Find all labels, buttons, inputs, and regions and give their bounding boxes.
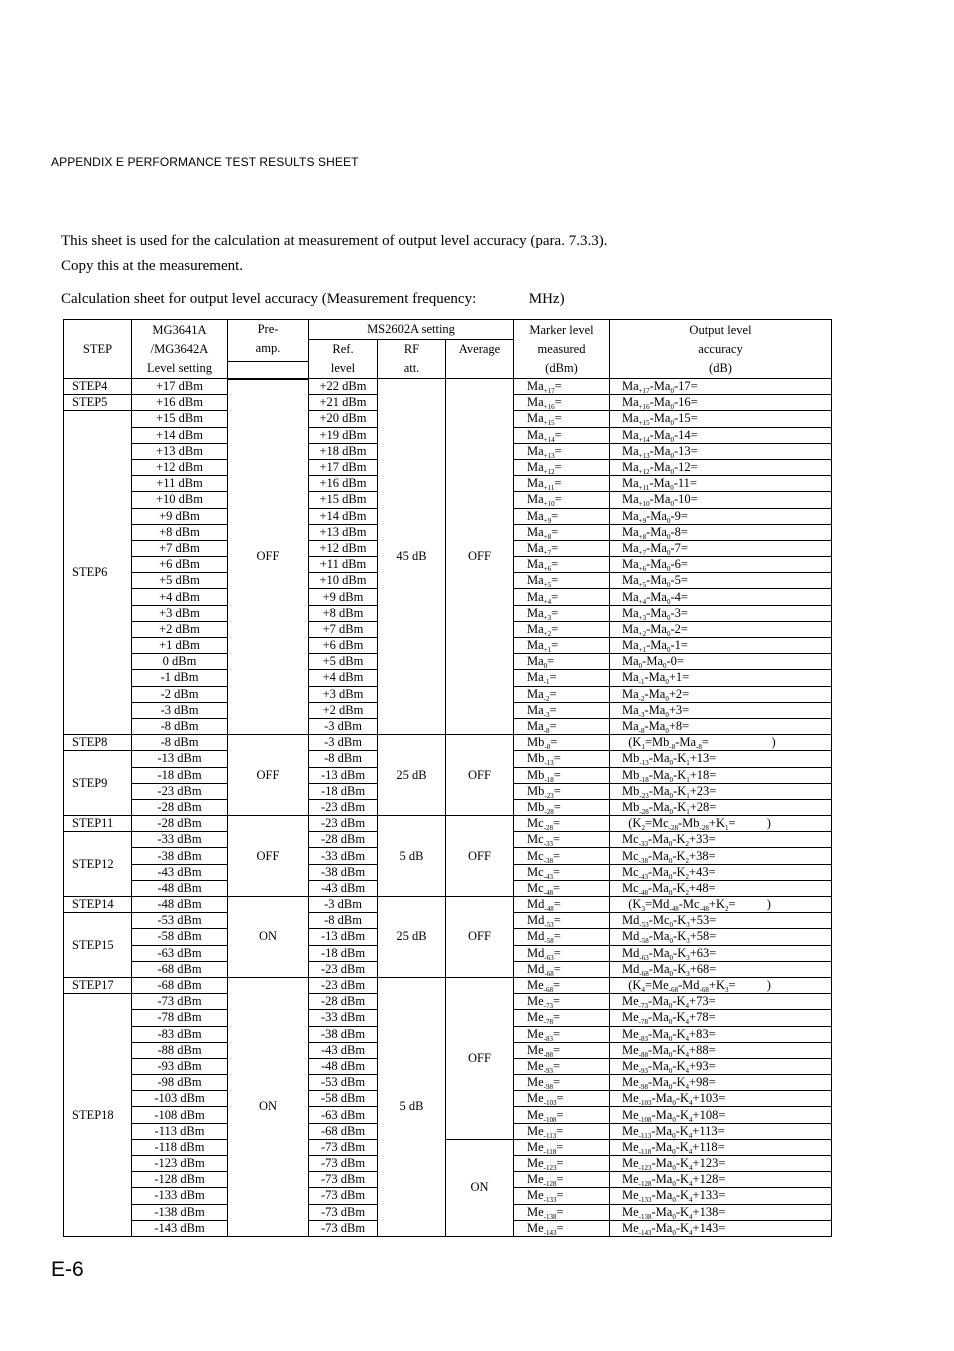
- ref-level-cell: -28 dBm: [309, 994, 378, 1010]
- level-setting-cell: -138 dBm: [132, 1204, 228, 1220]
- marker-level-cell: $Md_{-48}=$: [514, 897, 610, 913]
- output-accuracy-cell: $Me_{-113}-Ma_0-K_4+113=$: [610, 1123, 832, 1139]
- ref-level-cell: +16 dBm: [309, 476, 378, 492]
- output-accuracy-cell: $Mc_{-43}-Ma_0-K_2+43=$: [610, 864, 832, 880]
- level-setting-cell: -3 dBm: [132, 702, 228, 718]
- marker-level-cell: $Me_{-93}=$: [514, 1058, 610, 1074]
- step-cell: STEP4: [64, 379, 132, 395]
- ref-level-cell: -73 dBm: [309, 1220, 378, 1236]
- ref-level-cell: -63 dBm: [309, 1107, 378, 1123]
- output-accuracy-cell: $Me_{-108}-Ma_0-K_4+108=$: [610, 1107, 832, 1123]
- ref-level-cell: +20 dBm: [309, 411, 378, 427]
- rf-att-cell: 45 dB: [378, 379, 446, 735]
- level-setting-cell: +3 dBm: [132, 605, 228, 621]
- ref-level-cell: -68 dBm: [309, 1123, 378, 1139]
- header-level-setting: MG3641A /MG3642A Level setting: [132, 320, 228, 379]
- level-setting-cell: -2 dBm: [132, 686, 228, 702]
- output-accuracy-cell: $Me_{-98}-Ma_0-K_4+98=$: [610, 1075, 832, 1091]
- ref-level-cell: +17 dBm: [309, 459, 378, 475]
- level-setting-cell: -68 dBm: [132, 977, 228, 993]
- output-accuracy-cell: $Ma_{-8}-Ma_0+8=$: [610, 718, 832, 734]
- marker-level-cell: $Me_{-118}=$: [514, 1139, 610, 1155]
- output-accuracy-cell: $Ma_{+13}-Ma_0-13=$: [610, 443, 832, 459]
- marker-level-cell: $Me_{-128}=$: [514, 1172, 610, 1188]
- level-setting-cell: -8 dBm: [132, 718, 228, 734]
- output-accuracy-cell: $Ma_{+16}-Ma_0-16=$: [610, 395, 832, 411]
- ref-level-cell: -13 dBm: [309, 767, 378, 783]
- step-cell: STEP9: [64, 751, 132, 816]
- rf-att-cell: 5 dB: [378, 977, 446, 1236]
- ref-level-cell: -73 dBm: [309, 1172, 378, 1188]
- level-setting-cell: -118 dBm: [132, 1139, 228, 1155]
- level-setting-cell: -53 dBm: [132, 913, 228, 929]
- marker-level-cell: $Ma_{+3}=$: [514, 605, 610, 621]
- output-accuracy-cell: $Md_{-53}-Mc_0-K_3+53=$: [610, 913, 832, 929]
- ref-level-cell: -18 dBm: [309, 783, 378, 799]
- marker-level-cell: $Me_{-83}=$: [514, 1026, 610, 1042]
- output-accuracy-cell: $Me_{-93}-Ma_0-K_4+93=$: [610, 1058, 832, 1074]
- marker-level-cell: $Ma_{-2}=$: [514, 686, 610, 702]
- output-accuracy-cell: $Mb_{-28}-Ma_0-K_1+28=$: [610, 799, 832, 815]
- marker-level-cell: $Mb_{-18}=$: [514, 767, 610, 783]
- level-setting-cell: -78 dBm: [132, 1010, 228, 1026]
- average-cell: OFF: [446, 816, 514, 897]
- marker-level-cell: $Mb_{-28}=$: [514, 799, 610, 815]
- marker-level-cell: $Ma_{+5}=$: [514, 573, 610, 589]
- ref-level-cell: +4 dBm: [309, 670, 378, 686]
- output-accuracy-cell: $Ma_{+3}-Ma_0-3=$: [610, 605, 832, 621]
- step-cell: STEP11: [64, 816, 132, 832]
- ref-level-cell: -33 dBm: [309, 1010, 378, 1026]
- marker-level-cell: $Ma_{+15}=$: [514, 411, 610, 427]
- ref-level-cell: +5 dBm: [309, 654, 378, 670]
- marker-level-cell: $Ma_{-3}=$: [514, 702, 610, 718]
- ref-level-cell: -28 dBm: [309, 832, 378, 848]
- ref-level-cell: +15 dBm: [309, 492, 378, 508]
- ref-level-cell: -23 dBm: [309, 977, 378, 993]
- ref-level-cell: -73 dBm: [309, 1188, 378, 1204]
- output-accuracy-cell: $Md_{-68}-Ma_0-K_3+68=$: [610, 961, 832, 977]
- marker-level-cell: $Me_{-123}=$: [514, 1156, 610, 1172]
- marker-level-cell: $Ma_{+11}=$: [514, 476, 610, 492]
- marker-level-cell: $Mc_{-33}=$: [514, 832, 610, 848]
- step-cell: STEP12: [64, 832, 132, 897]
- output-accuracy-cell: $Ma_{+1}-Ma_0-1=$: [610, 638, 832, 654]
- marker-level-cell: $Mb_{-13}=$: [514, 751, 610, 767]
- output-level-accuracy-table: [63, 319, 832, 1237]
- level-setting-cell: -88 dBm: [132, 1042, 228, 1058]
- marker-level-cell: $Ma_{+12}=$: [514, 459, 610, 475]
- ref-level-cell: +6 dBm: [309, 638, 378, 654]
- level-setting-cell: -73 dBm: [132, 994, 228, 1010]
- page-number: E-6: [51, 1258, 84, 1281]
- level-setting-cell: -38 dBm: [132, 848, 228, 864]
- ref-level-cell: -53 dBm: [309, 1075, 378, 1091]
- ref-level-cell: +18 dBm: [309, 443, 378, 459]
- level-setting-cell: -123 dBm: [132, 1156, 228, 1172]
- level-setting-cell: +7 dBm: [132, 540, 228, 556]
- table-row: [64, 379, 832, 395]
- marker-level-cell: $Me_{-108}=$: [514, 1107, 610, 1123]
- marker-level-cell: $Ma_{+14}=$: [514, 427, 610, 443]
- output-accuracy-cell: $Md_{-58}-Ma_0-K_3+58=$: [610, 929, 832, 945]
- level-setting-cell: -58 dBm: [132, 929, 228, 945]
- average-cell: ON: [446, 1139, 514, 1236]
- table-row: [64, 1139, 832, 1155]
- ref-level-cell: -3 dBm: [309, 735, 378, 751]
- header-output-accuracy: Output level accuracy (dB): [610, 320, 832, 379]
- output-accuracy-cell: $Me_{-123}-Ma_0-K_4+123=$: [610, 1156, 832, 1172]
- ref-level-cell: +12 dBm: [309, 540, 378, 556]
- output-accuracy-cell: $Mc_{-48}-Ma_0-K_2+48=$: [610, 880, 832, 896]
- appendix-header: APPENDIX E PERFORMANCE TEST RESULTS SHEET: [51, 155, 359, 169]
- table-row: [64, 735, 832, 751]
- level-setting-cell: +12 dBm: [132, 459, 228, 475]
- level-setting-cell: +1 dBm: [132, 638, 228, 654]
- ref-level-cell: -73 dBm: [309, 1204, 378, 1220]
- marker-level-cell: $Mc_{-38}=$: [514, 848, 610, 864]
- average-cell: OFF: [446, 977, 514, 1139]
- output-accuracy-cell: $Ma_{+8}-Ma_0-8=$: [610, 524, 832, 540]
- step-cell: STEP15: [64, 913, 132, 978]
- level-setting-cell: +17 dBm: [132, 379, 228, 395]
- marker-level-cell: $Ma_{+17}=$: [514, 379, 610, 395]
- marker-level-cell: $Me_{-68}=$: [514, 977, 610, 993]
- header-preamp: Pre- amp.: [228, 320, 309, 362]
- output-accuracy-cell: $Ma_{+9}-Ma_0-9=$: [610, 508, 832, 524]
- ref-level-cell: -23 dBm: [309, 799, 378, 815]
- level-setting-cell: -18 dBm: [132, 767, 228, 783]
- level-setting-cell: +15 dBm: [132, 411, 228, 427]
- rf-att-cell: 25 dB: [378, 735, 446, 816]
- output-accuracy-cell: ($K_3=Md_{-48}-Mc_{-48}+K_2=$ ): [610, 897, 832, 913]
- output-accuracy-cell: $Ma_{-2}-Ma_0+2=$: [610, 686, 832, 702]
- header-rf-att: RF att.: [378, 340, 446, 379]
- ref-level-cell: +13 dBm: [309, 524, 378, 540]
- marker-level-cell: $Me_{-98}=$: [514, 1075, 610, 1091]
- marker-level-cell: $Ma_{-1}=$: [514, 670, 610, 686]
- rf-att-cell: 25 dB: [378, 897, 446, 978]
- ref-level-cell: -18 dBm: [309, 945, 378, 961]
- level-setting-cell: -108 dBm: [132, 1107, 228, 1123]
- preamp-cell: ON: [228, 897, 309, 978]
- level-setting-cell: -93 dBm: [132, 1058, 228, 1074]
- level-setting-cell: -83 dBm: [132, 1026, 228, 1042]
- output-accuracy-cell: $Ma_{+2}-Ma_0-2=$: [610, 621, 832, 637]
- output-accuracy-cell: $Ma_{+6}-Ma_0-6=$: [610, 557, 832, 573]
- output-accuracy-cell: ($K_4=Me_{-68}-Md_{-68}+K_3=$ ): [610, 977, 832, 993]
- level-setting-cell: -133 dBm: [132, 1188, 228, 1204]
- output-accuracy-cell: $Ma_{+15}-Ma_0-15=$: [610, 411, 832, 427]
- output-accuracy-cell: $Ma_{+10}-Ma_0-10=$: [610, 492, 832, 508]
- ref-level-cell: -3 dBm: [309, 897, 378, 913]
- level-setting-cell: +9 dBm: [132, 508, 228, 524]
- preamp-cell: OFF: [228, 379, 309, 735]
- level-setting-cell: -8 dBm: [132, 735, 228, 751]
- table-body: [64, 379, 832, 1237]
- marker-level-cell: $Ma_{+16}=$: [514, 395, 610, 411]
- marker-level-cell: $Me_{-73}=$: [514, 994, 610, 1010]
- marker-level-cell: $Ma_{+4}=$: [514, 589, 610, 605]
- level-setting-cell: -48 dBm: [132, 880, 228, 896]
- marker-level-cell: $Mc_{-43}=$: [514, 864, 610, 880]
- output-accuracy-cell: $Ma_{+4}-Ma_0-4=$: [610, 589, 832, 605]
- marker-level-cell: $Ma_0=$: [514, 654, 610, 670]
- ref-level-cell: +3 dBm: [309, 686, 378, 702]
- ref-level-cell: -3 dBm: [309, 718, 378, 734]
- header-ref-level: Ref. level: [309, 340, 378, 379]
- header-preamp-spacer: [228, 362, 309, 379]
- output-accuracy-cell: $Me_{-143}-Ma_0-K_4+143=$: [610, 1220, 832, 1236]
- level-setting-cell: -13 dBm: [132, 751, 228, 767]
- ref-level-cell: +7 dBm: [309, 621, 378, 637]
- output-accuracy-cell: $Mb_{-18}-Ma_0-K_1+18=$: [610, 767, 832, 783]
- ref-level-cell: -48 dBm: [309, 1058, 378, 1074]
- header-step: STEP: [64, 320, 132, 379]
- output-accuracy-cell: $Ma_{+17}-Ma_0-17=$: [610, 379, 832, 395]
- marker-level-cell: $Md_{-53}=$: [514, 913, 610, 929]
- level-setting-cell: -113 dBm: [132, 1123, 228, 1139]
- output-accuracy-cell: $Ma_{+5}-Ma_0-5=$: [610, 573, 832, 589]
- output-accuracy-cell: $Ma_{+7}-Ma_0-7=$: [610, 540, 832, 556]
- marker-level-cell: $Me_{-78}=$: [514, 1010, 610, 1026]
- ref-level-cell: -38 dBm: [309, 864, 378, 880]
- output-accuracy-cell: $Md_{-63}-Ma_0-K_3+63=$: [610, 945, 832, 961]
- preamp-cell: OFF: [228, 816, 309, 897]
- output-accuracy-cell: $Me_{-128}-Ma_0-K_4+128=$: [610, 1172, 832, 1188]
- average-cell: OFF: [446, 379, 514, 735]
- ref-level-cell: +19 dBm: [309, 427, 378, 443]
- marker-level-cell: $Ma_{+9}=$: [514, 508, 610, 524]
- preamp-cell: ON: [228, 977, 309, 1236]
- ref-level-cell: +10 dBm: [309, 573, 378, 589]
- marker-level-cell: $Ma_{+1}=$: [514, 638, 610, 654]
- output-accuracy-cell: ($K_2=Mc_{-28}-Mb_{-28}+K_1=$ ): [610, 816, 832, 832]
- ref-level-cell: -23 dBm: [309, 961, 378, 977]
- level-setting-cell: -28 dBm: [132, 799, 228, 815]
- level-setting-cell: +6 dBm: [132, 557, 228, 573]
- level-setting-cell: +5 dBm: [132, 573, 228, 589]
- ref-level-cell: -58 dBm: [309, 1091, 378, 1107]
- marker-level-cell: $Mc_{-28}=$: [514, 816, 610, 832]
- ref-level-cell: +21 dBm: [309, 395, 378, 411]
- table-header: [64, 320, 832, 379]
- marker-level-cell: $Ma_{+13}=$: [514, 443, 610, 459]
- output-accuracy-cell: $Mb_{-13}-Ma_0-K_1+13=$: [610, 751, 832, 767]
- table-row: [64, 816, 832, 832]
- ref-level-cell: -38 dBm: [309, 1026, 378, 1042]
- output-accuracy-cell: $Mc_{-33}-Ma_0-K_2+33=$: [610, 832, 832, 848]
- intro-line-2: Copy this at the measurement.: [61, 258, 244, 274]
- ref-level-cell: +8 dBm: [309, 605, 378, 621]
- ref-level-cell: -43 dBm: [309, 880, 378, 896]
- average-cell: OFF: [446, 735, 514, 816]
- output-accuracy-cell: $Me_{-88}-Ma_0-K_4+88=$: [610, 1042, 832, 1058]
- marker-level-cell: $Ma_{+6}=$: [514, 557, 610, 573]
- step-cell: STEP8: [64, 735, 132, 751]
- level-setting-cell: -128 dBm: [132, 1172, 228, 1188]
- level-setting-cell: -28 dBm: [132, 816, 228, 832]
- output-accuracy-cell: $Me_{-103}-Ma_0-K_4+103=$: [610, 1091, 832, 1107]
- level-setting-cell: +11 dBm: [132, 476, 228, 492]
- level-setting-cell: -43 dBm: [132, 864, 228, 880]
- ref-level-cell: +14 dBm: [309, 508, 378, 524]
- step-cell: STEP17: [64, 977, 132, 993]
- ref-level-cell: -13 dBm: [309, 929, 378, 945]
- level-setting-cell: -143 dBm: [132, 1220, 228, 1236]
- level-setting-cell: -98 dBm: [132, 1075, 228, 1091]
- marker-level-cell: $Ma_{+2}=$: [514, 621, 610, 637]
- marker-level-cell: $Mc_{-48}=$: [514, 880, 610, 896]
- rf-att-cell: 5 dB: [378, 816, 446, 897]
- level-setting-cell: -103 dBm: [132, 1091, 228, 1107]
- level-setting-cell: +4 dBm: [132, 589, 228, 605]
- marker-level-cell: $Md_{-68}=$: [514, 961, 610, 977]
- level-setting-cell: +16 dBm: [132, 395, 228, 411]
- table-row: [64, 897, 832, 913]
- output-accuracy-cell: $Me_{-138}-Ma_0-K_4+138=$: [610, 1204, 832, 1220]
- header-marker-level: Marker level measured (dBm): [514, 320, 610, 379]
- ref-level-cell: -8 dBm: [309, 913, 378, 929]
- output-accuracy-cell: $Mb_{-23}-Ma_0-K_1+23=$: [610, 783, 832, 799]
- output-accuracy-cell: $Mc_{-38}-Ma_0-K_2+38=$: [610, 848, 832, 864]
- ref-level-cell: -73 dBm: [309, 1156, 378, 1172]
- output-accuracy-cell: $Ma_0-Ma_0-0=$: [610, 654, 832, 670]
- level-setting-cell: +14 dBm: [132, 427, 228, 443]
- ref-level-cell: -33 dBm: [309, 848, 378, 864]
- output-accuracy-cell: $Ma_{+12}-Ma_0-12=$: [610, 459, 832, 475]
- preamp-cell: OFF: [228, 735, 309, 816]
- step-cell: STEP6: [64, 411, 132, 735]
- output-accuracy-cell: $Ma_{+11}-Ma_0-11=$: [610, 476, 832, 492]
- table-row: [64, 977, 832, 993]
- marker-level-cell: $Me_{-88}=$: [514, 1042, 610, 1058]
- level-setting-cell: -68 dBm: [132, 961, 228, 977]
- step-cell: STEP14: [64, 897, 132, 913]
- output-accuracy-cell: $Ma_{-3}-Ma_0+3=$: [610, 702, 832, 718]
- level-setting-cell: -1 dBm: [132, 670, 228, 686]
- ref-level-cell: +9 dBm: [309, 589, 378, 605]
- marker-level-cell: $Mb_{-8}=$: [514, 735, 610, 751]
- ref-level-cell: -73 dBm: [309, 1139, 378, 1155]
- output-accuracy-cell: ($K_1=Mb_{-8}-Ma_{-8}=$ ): [610, 735, 832, 751]
- ref-level-cell: +2 dBm: [309, 702, 378, 718]
- marker-level-cell: $Md_{-63}=$: [514, 945, 610, 961]
- marker-level-cell: $Me_{-113}=$: [514, 1123, 610, 1139]
- marker-level-cell: $Me_{-143}=$: [514, 1220, 610, 1236]
- intro-line-3: Calculation sheet for output level accuracy (Measurement frequency: MHz): [61, 291, 565, 307]
- output-accuracy-cell: $Ma_{+14}-Ma_0-14=$: [610, 427, 832, 443]
- output-accuracy-cell: $Me_{-73}-Ma_0-K_4+73=$: [610, 994, 832, 1010]
- output-accuracy-cell: $Me_{-78}-Ma_0-K_4+78=$: [610, 1010, 832, 1026]
- ref-level-cell: -8 dBm: [309, 751, 378, 767]
- marker-level-cell: $Ma_{+8}=$: [514, 524, 610, 540]
- ref-level-cell: -43 dBm: [309, 1042, 378, 1058]
- output-accuracy-cell: $Me_{-83}-Ma_0-K_4+83=$: [610, 1026, 832, 1042]
- level-setting-cell: -63 dBm: [132, 945, 228, 961]
- header-ms2602a-setting: MS2602A setting: [309, 320, 514, 340]
- level-setting-cell: -48 dBm: [132, 897, 228, 913]
- level-setting-cell: -23 dBm: [132, 783, 228, 799]
- marker-level-cell: $Me_{-138}=$: [514, 1204, 610, 1220]
- level-setting-cell: +2 dBm: [132, 621, 228, 637]
- ref-level-cell: +11 dBm: [309, 557, 378, 573]
- marker-level-cell: $Mb_{-23}=$: [514, 783, 610, 799]
- marker-level-cell: $Ma_{-8}=$: [514, 718, 610, 734]
- intro-line-1: This sheet is used for the calculation at measurement of output level accuracy (para. 7.3.3).: [61, 233, 608, 249]
- marker-level-cell: $Ma_{+10}=$: [514, 492, 610, 508]
- header-average: Average: [446, 340, 514, 379]
- level-setting-cell: +8 dBm: [132, 524, 228, 540]
- ref-level-cell: +22 dBm: [309, 379, 378, 395]
- level-setting-cell: +10 dBm: [132, 492, 228, 508]
- step-cell: STEP5: [64, 395, 132, 411]
- level-setting-cell: +13 dBm: [132, 443, 228, 459]
- marker-level-cell: $Md_{-58}=$: [514, 929, 610, 945]
- output-accuracy-cell: $Me_{-118}-Ma_0-K_4+118=$: [610, 1139, 832, 1155]
- marker-level-cell: $Ma_{+7}=$: [514, 540, 610, 556]
- level-setting-cell: 0 dBm: [132, 654, 228, 670]
- ref-level-cell: -23 dBm: [309, 816, 378, 832]
- marker-level-cell: $Me_{-103}=$: [514, 1091, 610, 1107]
- output-accuracy-cell: $Ma_{-1}-Ma_0+1=$: [610, 670, 832, 686]
- step-cell: STEP18: [64, 994, 132, 1237]
- marker-level-cell: $Me_{-133}=$: [514, 1188, 610, 1204]
- output-accuracy-cell: $Me_{-133}-Ma_0-K_4+133=$: [610, 1188, 832, 1204]
- average-cell: OFF: [446, 897, 514, 978]
- level-setting-cell: -33 dBm: [132, 832, 228, 848]
